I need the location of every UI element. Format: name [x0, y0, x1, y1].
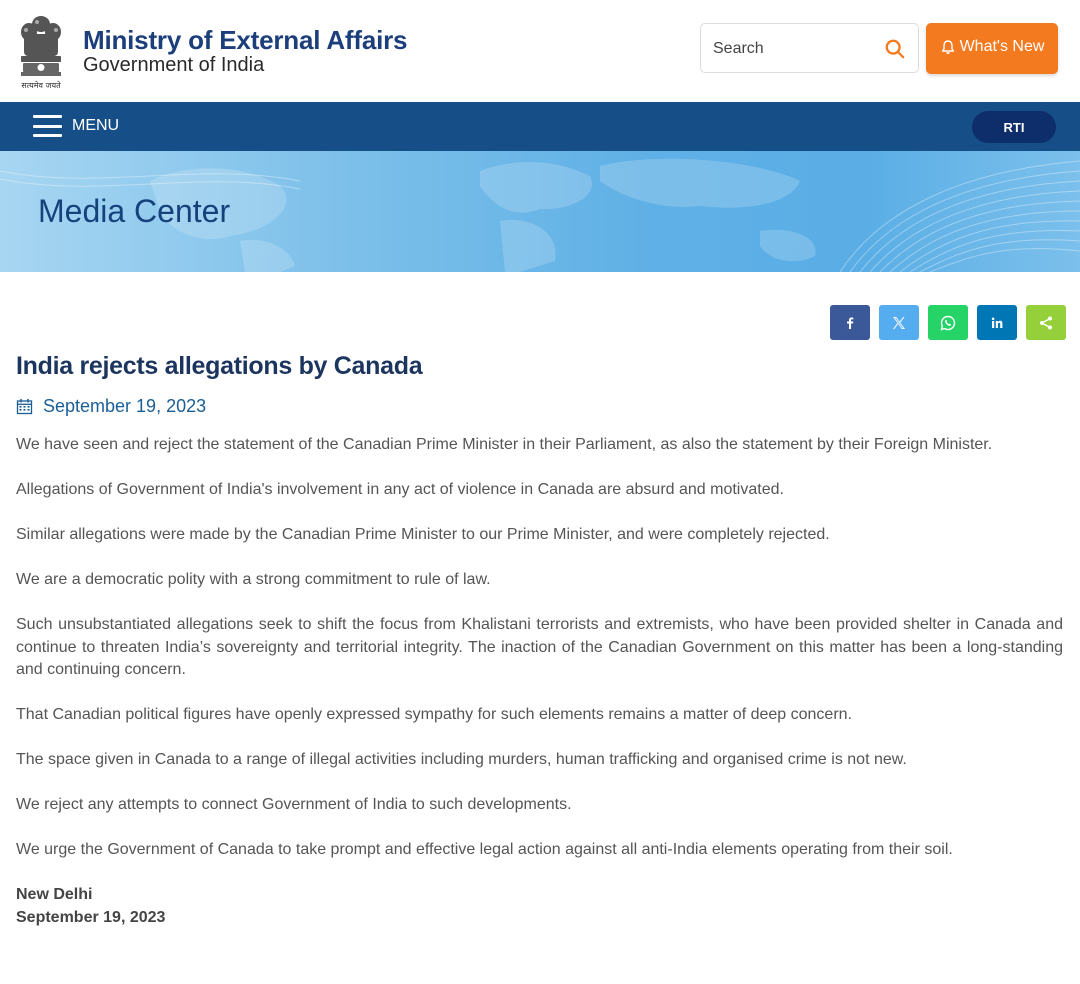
- article-paragraph: Similar allegations were made by the Canadian Prime Minister to our Prime Minister, and were completely rejected.: [16, 526, 830, 543]
- article-paragraph: That Canadian political figures have openly expressed sympathy for such elements remains a matter of deep concern.: [16, 706, 852, 723]
- menu-label: MENU: [72, 117, 120, 134]
- article-date: [16, 396, 1063, 417]
- signoff-place: New Delhi: [16, 886, 93, 903]
- signoff: [16, 884, 1063, 929]
- press-release-article: [16, 352, 1063, 929]
- banner-title: Media Center: [38, 193, 231, 229]
- bell-icon: [940, 39, 956, 55]
- share-button[interactable]: [1026, 305, 1066, 340]
- whatsapp-icon: [940, 315, 956, 331]
- share-icon: [1038, 315, 1054, 331]
- whats-new-label: What's New: [959, 37, 1045, 55]
- search-icon[interactable]: [884, 38, 906, 60]
- search-input[interactable]: [711, 36, 880, 62]
- national-emblem-logo[interactable]: [15, 10, 67, 92]
- whats-new-button[interactable]: [926, 23, 1058, 74]
- signoff-date: September 19, 2023: [16, 908, 166, 926]
- twitter-icon: [891, 315, 907, 331]
- site-header: [0, 0, 1080, 102]
- search-box[interactable]: [700, 23, 919, 73]
- whatsapp-share-button[interactable]: [928, 305, 968, 340]
- article-paragraph: The space given in Canada to a range of illegal activities including murders, human trafficking and organised crime is not new.: [16, 751, 907, 768]
- article-paragraph: We reject any attempts to connect Government of India to such developments.: [16, 796, 572, 813]
- linkedin-icon: [989, 315, 1005, 331]
- svg-text:सत्यमेव जयते: सत्यमेव जयते: [21, 81, 61, 90]
- article-date-text: September 19, 2023: [43, 396, 207, 416]
- rti-button[interactable]: RTI: [972, 111, 1056, 143]
- main-nav-bar: [0, 102, 1080, 151]
- page-banner: [0, 151, 1080, 272]
- article-paragraph: We are a democratic polity with a strong commitment to rule of law.: [16, 571, 491, 588]
- menu-button[interactable]: [33, 115, 119, 137]
- site-title[interactable]: Ministry of External Affairs: [83, 25, 408, 55]
- article-body: [16, 434, 1063, 862]
- article-paragraph: We have seen and reject the statement of the Canadian Prime Minister in their Parliament, as also the statement by their Foreign Minister.: [16, 436, 993, 453]
- article-paragraph: Such unsubstantiated allegations seek to shift the focus from Khalistani terrorists and extremists, who have been provided shelter in Canada and continue to threaten India’s sovereignty and territorial integrity. The inaction of the Canadian Government on this matter has been a long-standing and continuing concern.: [16, 616, 1063, 678]
- twitter-share-button[interactable]: [879, 305, 919, 340]
- calendar-icon: [16, 398, 33, 415]
- share-buttons: [830, 305, 1066, 340]
- hamburger-icon: [33, 115, 62, 137]
- facebook-share-button[interactable]: [830, 305, 870, 340]
- article-paragraph: We urge the Government of Canada to take prompt and effective legal action against all anti-India elements operating from their soil.: [16, 841, 953, 858]
- linkedin-share-button[interactable]: [977, 305, 1017, 340]
- facebook-icon: [842, 315, 858, 331]
- article-paragraph: Allegations of Government of India's involvement in any act of violence in Canada are absurd and motivated.: [16, 481, 784, 498]
- article-title: India rejects allegations by Canada: [16, 352, 423, 380]
- site-subtitle: Government of India: [83, 54, 265, 76]
